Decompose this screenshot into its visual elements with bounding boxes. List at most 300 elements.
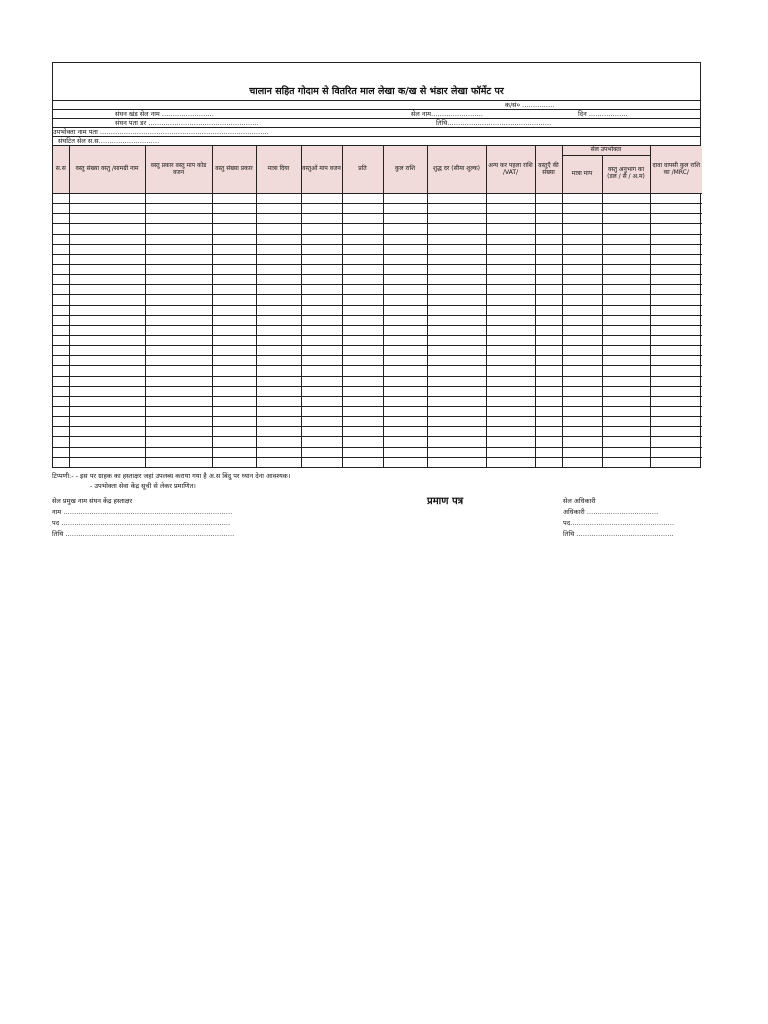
table-cell[interactable] <box>562 427 602 437</box>
table-cell[interactable] <box>301 275 342 285</box>
table-cell[interactable] <box>301 366 342 376</box>
table-cell[interactable] <box>383 396 427 406</box>
table-cell[interactable] <box>650 214 702 224</box>
table-cell[interactable] <box>602 356 650 366</box>
table-cell[interactable] <box>602 457 650 467</box>
table-cell[interactable] <box>562 315 602 325</box>
table-cell[interactable] <box>145 194 212 204</box>
table-cell[interactable] <box>53 275 69 285</box>
table-cell[interactable] <box>145 305 212 315</box>
table-cell[interactable] <box>256 427 301 437</box>
table-cell[interactable] <box>650 204 702 214</box>
table-cell[interactable] <box>602 204 650 214</box>
table-cell[interactable] <box>383 376 427 386</box>
table-cell[interactable] <box>650 346 702 356</box>
table-cell[interactable] <box>383 386 427 396</box>
table-cell[interactable] <box>301 346 342 356</box>
table-cell[interactable] <box>53 204 69 214</box>
table-cell[interactable] <box>212 275 256 285</box>
left-date-field[interactable]: तिथि …………………………………………………………………… <box>52 530 235 538</box>
consumer-address-field[interactable]: उपभोक्ता नाम पता …………………………………………………………………… <box>53 128 269 136</box>
table-cell[interactable] <box>383 295 427 305</box>
left-name-field[interactable]: नाम …………………………………………………………………… <box>52 508 233 516</box>
table-cell[interactable] <box>145 285 212 295</box>
table-cell[interactable] <box>427 427 486 437</box>
table-cell[interactable] <box>301 406 342 416</box>
table-cell[interactable] <box>427 376 486 386</box>
table-cell[interactable] <box>427 457 486 467</box>
table-cell[interactable] <box>342 427 383 437</box>
table-cell[interactable] <box>212 264 256 274</box>
table-cell[interactable] <box>486 204 535 214</box>
table-cell[interactable] <box>301 305 342 315</box>
table-cell[interactable] <box>535 376 562 386</box>
table-cell[interactable] <box>301 447 342 457</box>
table-cell[interactable] <box>53 315 69 325</box>
table-cell[interactable] <box>256 305 301 315</box>
table-cell[interactable] <box>486 437 535 447</box>
table-cell[interactable] <box>145 335 212 345</box>
table-cell[interactable] <box>427 447 486 457</box>
table-cell[interactable] <box>602 285 650 295</box>
table-cell[interactable] <box>342 447 383 457</box>
table-cell[interactable] <box>53 376 69 386</box>
table-cell[interactable] <box>342 335 383 345</box>
table-cell[interactable] <box>69 406 145 416</box>
table-cell[interactable] <box>212 417 256 427</box>
table-cell[interactable] <box>486 244 535 254</box>
table-cell[interactable] <box>562 356 602 366</box>
table-cell[interactable] <box>383 406 427 416</box>
table-cell[interactable] <box>486 325 535 335</box>
table-cell[interactable] <box>301 295 342 305</box>
table-cell[interactable] <box>53 457 69 467</box>
table-cell[interactable] <box>650 285 702 295</box>
table-cell[interactable] <box>145 204 212 214</box>
table-cell[interactable] <box>256 295 301 305</box>
table-cell[interactable] <box>602 264 650 274</box>
table-cell[interactable] <box>602 224 650 234</box>
table-cell[interactable] <box>301 386 342 396</box>
table-cell[interactable] <box>212 447 256 457</box>
table-cell[interactable] <box>53 335 69 345</box>
table-cell[interactable] <box>145 254 212 264</box>
table-cell[interactable] <box>535 335 562 345</box>
table-cell[interactable] <box>301 427 342 437</box>
table-cell[interactable] <box>145 224 212 234</box>
table-cell[interactable] <box>69 275 145 285</box>
table-cell[interactable] <box>562 437 602 447</box>
table-cell[interactable] <box>427 386 486 396</box>
table-cell[interactable] <box>486 427 535 437</box>
left-designation-field[interactable]: पद …………………………………………………………………… <box>52 519 231 527</box>
table-cell[interactable] <box>53 437 69 447</box>
table-cell[interactable] <box>256 406 301 416</box>
table-cell[interactable] <box>69 295 145 305</box>
table-cell[interactable] <box>650 335 702 345</box>
table-cell[interactable] <box>256 457 301 467</box>
table-cell[interactable] <box>383 224 427 234</box>
table-cell[interactable] <box>145 396 212 406</box>
table-cell[interactable] <box>486 295 535 305</box>
table-cell[interactable] <box>256 396 301 406</box>
table-cell[interactable] <box>602 305 650 315</box>
table-cell[interactable] <box>145 386 212 396</box>
table-cell[interactable] <box>535 396 562 406</box>
table-cell[interactable] <box>535 406 562 416</box>
table-cell[interactable] <box>256 214 301 224</box>
table-cell[interactable] <box>562 244 602 254</box>
table-cell[interactable] <box>145 346 212 356</box>
table-cell[interactable] <box>427 437 486 447</box>
table-cell[interactable] <box>342 356 383 366</box>
table-cell[interactable] <box>145 295 212 305</box>
table-cell[interactable] <box>602 275 650 285</box>
table-cell[interactable] <box>427 194 486 204</box>
table-cell[interactable] <box>212 427 256 437</box>
table-cell[interactable] <box>53 295 69 305</box>
table-cell[interactable] <box>145 437 212 447</box>
table-cell[interactable] <box>256 437 301 447</box>
table-cell[interactable] <box>69 244 145 254</box>
table-cell[interactable] <box>650 406 702 416</box>
table-cell[interactable] <box>383 346 427 356</box>
table-cell[interactable] <box>427 264 486 274</box>
table-cell[interactable] <box>602 406 650 416</box>
table-cell[interactable] <box>427 275 486 285</box>
table-cell[interactable] <box>212 325 256 335</box>
table-cell[interactable] <box>535 427 562 437</box>
table-cell[interactable] <box>486 315 535 325</box>
table-cell[interactable] <box>256 244 301 254</box>
table-cell[interactable] <box>427 234 486 244</box>
table-cell[interactable] <box>69 457 145 467</box>
table-cell[interactable] <box>535 254 562 264</box>
table-cell[interactable] <box>342 254 383 264</box>
table-cell[interactable] <box>427 305 486 315</box>
table-cell[interactable] <box>69 376 145 386</box>
table-cell[interactable] <box>145 427 212 437</box>
table-cell[interactable] <box>69 447 145 457</box>
table-cell[interactable] <box>212 396 256 406</box>
table-cell[interactable] <box>427 396 486 406</box>
table-cell[interactable] <box>342 457 383 467</box>
table-cell[interactable] <box>256 325 301 335</box>
table-cell[interactable] <box>486 254 535 264</box>
table-cell[interactable] <box>602 295 650 305</box>
table-cell[interactable] <box>562 346 602 356</box>
table-cell[interactable] <box>650 315 702 325</box>
table-cell[interactable] <box>383 204 427 214</box>
table-cell[interactable] <box>562 457 602 467</box>
table-cell[interactable] <box>535 457 562 467</box>
table-cell[interactable] <box>650 305 702 315</box>
table-cell[interactable] <box>535 234 562 244</box>
table-cell[interactable] <box>69 305 145 315</box>
table-cell[interactable] <box>53 417 69 427</box>
table-cell[interactable] <box>301 254 342 264</box>
table-cell[interactable] <box>383 447 427 457</box>
table-cell[interactable] <box>427 214 486 224</box>
table-cell[interactable] <box>256 224 301 234</box>
table-cell[interactable] <box>535 244 562 254</box>
table-cell[interactable] <box>145 234 212 244</box>
table-cell[interactable] <box>562 295 602 305</box>
table-cell[interactable] <box>383 366 427 376</box>
table-cell[interactable] <box>69 325 145 335</box>
table-cell[interactable] <box>53 194 69 204</box>
table-cell[interactable] <box>562 386 602 396</box>
table-cell[interactable] <box>145 376 212 386</box>
table-cell[interactable] <box>383 335 427 345</box>
table-cell[interactable] <box>383 315 427 325</box>
table-cell[interactable] <box>342 406 383 416</box>
table-cell[interactable] <box>69 356 145 366</box>
table-cell[interactable] <box>342 396 383 406</box>
table-cell[interactable] <box>602 335 650 345</box>
table-cell[interactable] <box>256 386 301 396</box>
table-cell[interactable] <box>383 437 427 447</box>
table-cell[interactable] <box>427 346 486 356</box>
table-cell[interactable] <box>301 335 342 345</box>
table-cell[interactable] <box>145 457 212 467</box>
table-cell[interactable] <box>145 214 212 224</box>
table-cell[interactable] <box>53 386 69 396</box>
right-officer-field[interactable]: अधिकारी …………………………… <box>563 508 659 516</box>
table-cell[interactable] <box>69 366 145 376</box>
table-cell[interactable] <box>212 295 256 305</box>
table-cell[interactable] <box>342 234 383 244</box>
table-cell[interactable] <box>256 254 301 264</box>
table-cell[interactable] <box>427 295 486 305</box>
table-cell[interactable] <box>383 275 427 285</box>
table-cell[interactable] <box>383 264 427 274</box>
table-cell[interactable] <box>602 315 650 325</box>
table-cell[interactable] <box>486 366 535 376</box>
table-cell[interactable] <box>212 244 256 254</box>
table-cell[interactable] <box>562 335 602 345</box>
table-cell[interactable] <box>69 335 145 345</box>
table-cell[interactable] <box>301 396 342 406</box>
table-cell[interactable] <box>53 406 69 416</box>
table-cell[interactable] <box>69 346 145 356</box>
table-cell[interactable] <box>53 346 69 356</box>
table-cell[interactable] <box>301 417 342 427</box>
table-cell[interactable] <box>602 447 650 457</box>
table-cell[interactable] <box>650 447 702 457</box>
table-cell[interactable] <box>256 275 301 285</box>
table-cell[interactable] <box>535 325 562 335</box>
table-cell[interactable] <box>53 285 69 295</box>
table-cell[interactable] <box>212 386 256 396</box>
table-cell[interactable] <box>383 457 427 467</box>
table-cell[interactable] <box>69 396 145 406</box>
table-cell[interactable] <box>650 234 702 244</box>
table-cell[interactable] <box>383 194 427 204</box>
table-cell[interactable] <box>69 386 145 396</box>
table-cell[interactable] <box>53 396 69 406</box>
table-cell[interactable] <box>650 295 702 305</box>
table-cell[interactable] <box>602 396 650 406</box>
table-cell[interactable] <box>427 406 486 416</box>
table-cell[interactable] <box>342 275 383 285</box>
table-cell[interactable] <box>486 406 535 416</box>
table-cell[interactable] <box>650 376 702 386</box>
table-cell[interactable] <box>212 335 256 345</box>
table-cell[interactable] <box>427 335 486 345</box>
table-cell[interactable] <box>650 457 702 467</box>
table-cell[interactable] <box>342 386 383 396</box>
table-cell[interactable] <box>486 356 535 366</box>
table-cell[interactable] <box>486 457 535 467</box>
table-cell[interactable] <box>602 244 650 254</box>
table-cell[interactable] <box>562 204 602 214</box>
table-cell[interactable] <box>145 406 212 416</box>
cell-name-field[interactable]: सेल नाम…………………… <box>411 110 484 118</box>
table-cell[interactable] <box>562 214 602 224</box>
table-cell[interactable] <box>301 194 342 204</box>
table-cell[interactable] <box>301 234 342 244</box>
table-cell[interactable] <box>535 285 562 295</box>
table-cell[interactable] <box>486 346 535 356</box>
table-cell[interactable] <box>342 295 383 305</box>
table-cell[interactable] <box>486 305 535 315</box>
table-cell[interactable] <box>53 244 69 254</box>
table-cell[interactable] <box>212 214 256 224</box>
table-cell[interactable] <box>486 335 535 345</box>
table-cell[interactable] <box>145 244 212 254</box>
table-cell[interactable] <box>301 437 342 447</box>
table-cell[interactable] <box>69 315 145 325</box>
table-cell[interactable] <box>650 356 702 366</box>
table-cell[interactable] <box>383 285 427 295</box>
table-cell[interactable] <box>342 214 383 224</box>
table-cell[interactable] <box>650 417 702 427</box>
table-cell[interactable] <box>486 447 535 457</box>
table-cell[interactable] <box>69 285 145 295</box>
table-cell[interactable] <box>53 214 69 224</box>
table-cell[interactable] <box>535 417 562 427</box>
table-cell[interactable] <box>301 457 342 467</box>
table-cell[interactable] <box>212 376 256 386</box>
table-cell[interactable] <box>301 315 342 325</box>
table-cell[interactable] <box>650 224 702 234</box>
table-cell[interactable] <box>427 244 486 254</box>
table-cell[interactable] <box>427 204 486 214</box>
table-cell[interactable] <box>535 315 562 325</box>
table-cell[interactable] <box>145 264 212 274</box>
table-cell[interactable] <box>342 244 383 254</box>
table-cell[interactable] <box>69 254 145 264</box>
table-cell[interactable] <box>212 457 256 467</box>
table-cell[interactable] <box>427 325 486 335</box>
table-cell[interactable] <box>427 356 486 366</box>
table-cell[interactable] <box>562 325 602 335</box>
table-cell[interactable] <box>650 427 702 437</box>
table-cell[interactable] <box>650 244 702 254</box>
table-cell[interactable] <box>301 325 342 335</box>
table-cell[interactable] <box>383 244 427 254</box>
table-cell[interactable] <box>562 254 602 264</box>
table-cell[interactable] <box>383 234 427 244</box>
table-cell[interactable] <box>650 386 702 396</box>
table-cell[interactable] <box>535 305 562 315</box>
table-cell[interactable] <box>535 214 562 224</box>
table-cell[interactable] <box>486 264 535 274</box>
table-cell[interactable] <box>602 234 650 244</box>
table-cell[interactable] <box>535 224 562 234</box>
table-cell[interactable] <box>342 417 383 427</box>
table-cell[interactable] <box>53 254 69 264</box>
table-cell[interactable] <box>256 417 301 427</box>
table-cell[interactable] <box>212 224 256 234</box>
table-cell[interactable] <box>342 366 383 376</box>
table-cell[interactable] <box>427 254 486 264</box>
table-cell[interactable] <box>342 224 383 234</box>
table-cell[interactable] <box>562 417 602 427</box>
table-cell[interactable] <box>602 437 650 447</box>
table-cell[interactable] <box>301 224 342 234</box>
table-cell[interactable] <box>69 194 145 204</box>
table-cell[interactable] <box>53 224 69 234</box>
table-cell[interactable] <box>486 224 535 234</box>
table-cell[interactable] <box>212 356 256 366</box>
table-cell[interactable] <box>145 417 212 427</box>
table-cell[interactable] <box>256 335 301 345</box>
table-cell[interactable] <box>256 315 301 325</box>
table-cell[interactable] <box>69 224 145 234</box>
table-cell[interactable] <box>342 376 383 386</box>
table-cell[interactable] <box>145 447 212 457</box>
table-cell[interactable] <box>535 447 562 457</box>
table-cell[interactable] <box>256 376 301 386</box>
table-cell[interactable] <box>212 204 256 214</box>
table-cell[interactable] <box>212 305 256 315</box>
table-cell[interactable] <box>342 325 383 335</box>
table-cell[interactable] <box>562 194 602 204</box>
unit-address-field[interactable]: संघन पता डर …………………………………………… <box>115 119 259 127</box>
form-number-field[interactable]: क/सं० …………… <box>505 101 555 109</box>
table-cell[interactable] <box>602 386 650 396</box>
table-cell[interactable] <box>53 447 69 457</box>
table-cell[interactable] <box>69 214 145 224</box>
table-cell[interactable] <box>145 275 212 285</box>
table-cell[interactable] <box>256 366 301 376</box>
table-cell[interactable] <box>212 437 256 447</box>
table-cell[interactable] <box>301 204 342 214</box>
table-cell[interactable] <box>301 244 342 254</box>
table-cell[interactable] <box>342 437 383 447</box>
table-cell[interactable] <box>342 194 383 204</box>
unit-name-field[interactable]: संघन खंड सेल नाम …………………… <box>115 110 214 118</box>
table-cell[interactable] <box>342 305 383 315</box>
table-cell[interactable] <box>212 234 256 244</box>
table-cell[interactable] <box>212 315 256 325</box>
table-cell[interactable] <box>342 315 383 325</box>
table-cell[interactable] <box>535 386 562 396</box>
table-cell[interactable] <box>535 275 562 285</box>
table-cell[interactable] <box>256 356 301 366</box>
table-cell[interactable] <box>486 275 535 285</box>
table-cell[interactable] <box>383 427 427 437</box>
table-cell[interactable] <box>342 285 383 295</box>
table-cell[interactable] <box>256 346 301 356</box>
table-cell[interactable] <box>602 376 650 386</box>
table-cell[interactable] <box>212 406 256 416</box>
table-cell[interactable] <box>53 234 69 244</box>
table-cell[interactable] <box>602 346 650 356</box>
table-cell[interactable] <box>562 447 602 457</box>
